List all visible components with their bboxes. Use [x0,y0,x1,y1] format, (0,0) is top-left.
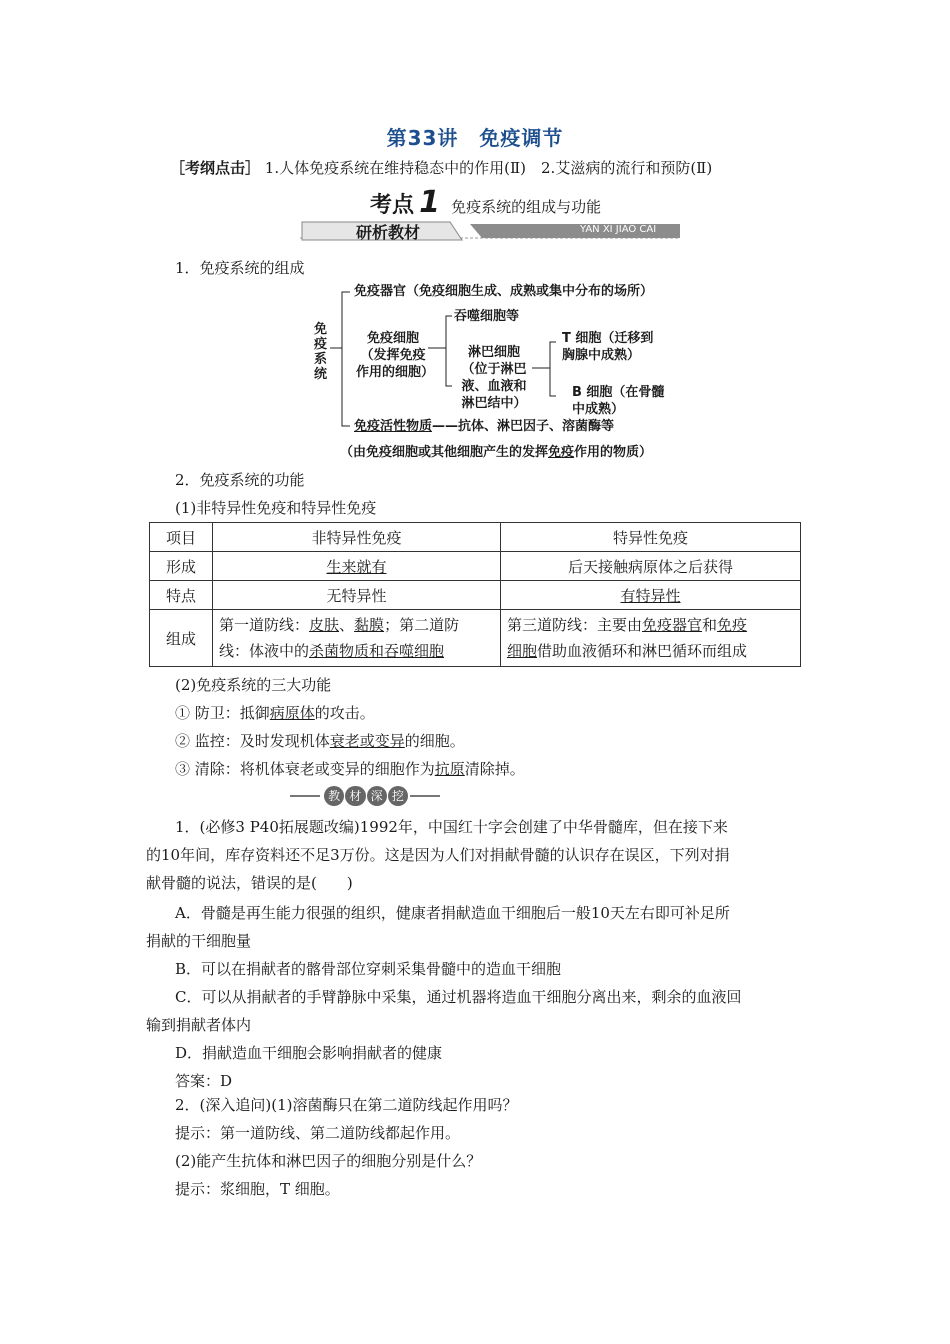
hint-2: 提示：浆细胞，T 细胞。 [175,1180,340,1198]
diagram-active-substance: 免疫活性物质——抗体、淋巴因子、溶菌酶等 [354,419,615,434]
kaogang-tag: ［考纲点击］ [170,159,261,177]
function-clear: ③ 清除：将机体衰老或变异的细胞作为抗原清除掉。 [175,760,525,778]
table-cell: 后天接触病原体之后获得 [501,552,801,581]
option-d: D．捐献造血干细胞会影响捐献者的健康 [175,1044,443,1062]
kaodian-heading [370,185,601,220]
subsection-2-heading: (2)免疫系统的三大功能 [175,676,332,694]
table-row [150,581,801,610]
textbook-dig-divider [290,786,440,806]
diagram-note: （由免疫细胞或其他细胞产生的发挥免疫作用的物质） [340,445,653,460]
kaodian-text: 免疫系统的组成与功能 [451,198,602,216]
table-cell: 组成 [150,610,213,667]
answer: 答案：D [175,1072,233,1090]
section-1-heading: 1．免疫系统的组成 [175,259,305,277]
page-title: 第33讲 免疫调节 [386,126,564,150]
diagram-organ: 免疫器官（免疫细胞生成、成熟或集中分布的场所） [354,284,654,299]
hint-1: 提示：第一道防线、第二道防线都起作用。 [175,1124,461,1142]
table-header-cell: 项目 [150,523,213,552]
table-header-row [150,523,801,552]
divider-char: 挖 [388,786,408,806]
table-cell: 生来就有 [213,552,501,581]
option-c: C．可以从捐献者的手臂静脉中采集，通过机器将造血干细胞分离出来，剩余的血液回 [175,988,742,1006]
question-2: 2．(深入追问)(1)溶菌酶只在第二道防线起作用吗？ 提示：第一道防线、第二道防线都起作用。 (2)能产生抗体和淋巴因子的细胞分别是什么？ 提示：浆细胞，T 细胞。 [175,1091,518,1203]
table-cell: 有特异性 [501,581,801,610]
divider-line-right [410,795,440,797]
divider-char: 材 [345,786,365,806]
table-cell: 形成 [150,552,213,581]
section-2-heading: 2．免疫系统的功能 [175,471,305,489]
divider-badges [324,786,408,806]
function-defense: ① 防卫：抵御病原体的攻击。 [175,704,375,722]
subsection-1-heading: (1)非特异性免疫和特异性免疫 [175,499,377,517]
diagram-lymphocyte: 淋巴细胞 （位于淋巴 液、血液和 淋巴结中） [461,345,527,411]
kaodian-num: 1 [419,185,440,220]
function-monitor: ② 监控：及时发现机体衰老或变异的细胞。 [175,732,465,750]
kaodian-label: 考点 [370,193,415,218]
diagram-root: 免疫系统 [314,322,328,382]
divider-char: 深 [367,786,387,806]
table-header-cell: 特异性免疫 [501,523,801,552]
table-cell: 无特异性 [213,581,501,610]
divider-char: 教 [324,786,344,806]
banner-left-text: 研析教材 [356,223,421,242]
kaogang-line [170,158,712,178]
table-cell: 第一道防线：皮肤、黏膜；第二道防 线：体液中的杀菌物质和吞噬细胞 [213,610,501,667]
table-cell: 第三道防线：主要由免疫器官和免疫 细胞借助血液循环和淋巴循环而组成 [501,610,801,667]
immune-system-diagram [300,280,700,465]
question-1: 1．(必修3 P40拓展题改编)1992年，中国红十字会创建了中华骨髓库，但在接下来 的10年间，库存资料还不足3万份。这是因为人们对捐献骨髓的认识存在误区，下列对捐 献骨髓的说法，错误的是( ) A．骨髓是再生能力很强的组织，健康者捐献造血干细胞后一般10天左右即可补足所 捐献的干细胞量 B．可以在捐献者的髂骨部位穿刺采集骨髓中的造血干细胞 C．可以从捐献者的手臂静脉中采集，通过机器将造血干细胞分离出来，剩余的血液回 输到捐献者体内 D．捐献造血干细胞会影响捐献者的健康 答案：D [146,813,806,1095]
table-cell: 特点 [150,581,213,610]
divider-line-left [290,795,320,797]
diagram-b-cell: B 细胞（在骨髓 中成熟） [572,385,665,417]
diagram-immune-cell: 免疫细胞 （发挥免疫 作用的细胞） [356,331,435,380]
immunity-table [149,522,801,667]
option-a: A．骨髓是再生能力很强的组织，健康者捐献造血干细胞后一般10天左右即可补足所 [175,904,730,922]
table-header-cell: 非特异性免疫 [213,523,501,552]
diagram-t-cell: T 细胞（迁移到 胸腺中成熟） [562,331,654,363]
banner-right-text: YAN XI JIAO CAI [580,224,657,235]
diagram-phagocyte: 吞噬细胞等 [454,309,520,324]
option-b: B．可以在捐献者的髂骨部位穿刺采集骨髓中的造血干细胞 [175,960,562,978]
section-banner [300,220,680,242]
table-row [150,610,801,667]
table-row [150,552,801,581]
kaogang-text: 1.人体免疫系统在维持稳态中的作用(Ⅱ) 2.艾滋病的流行和预防(Ⅱ) [264,159,713,177]
